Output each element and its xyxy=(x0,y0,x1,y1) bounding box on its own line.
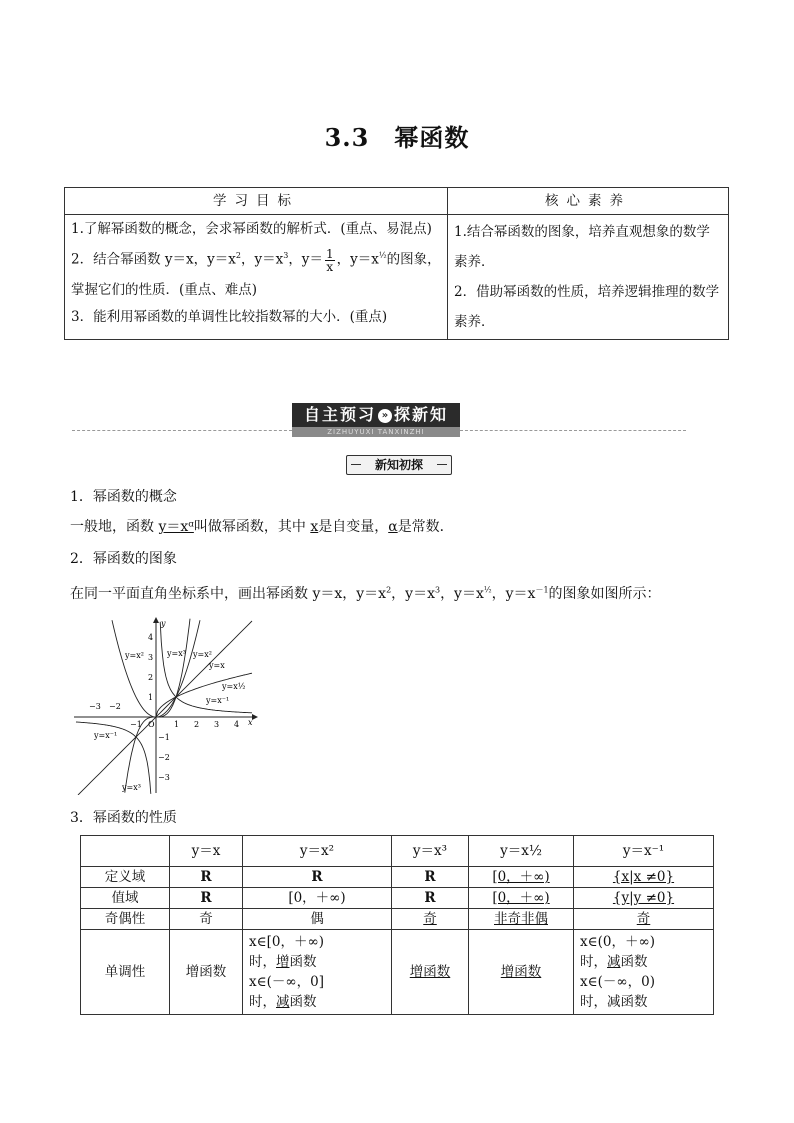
tick-label: −1 xyxy=(158,733,170,742)
tick-label: 4 xyxy=(148,633,154,642)
row-label: 奇偶性 xyxy=(81,909,170,930)
row-label: 单调性 xyxy=(81,930,170,1015)
table-row-monotonicity xyxy=(81,930,714,1015)
tick-label: −2 xyxy=(109,702,121,711)
divider-left xyxy=(72,430,292,431)
table-cell: 偶 xyxy=(243,909,392,930)
table-cell: {x|x ≠0} xyxy=(574,867,714,888)
literacy-1: 1.结合幂函数的图象，培养直观想象的数学素养． xyxy=(454,224,710,270)
table-cell: {y|y ≠0} xyxy=(574,888,714,909)
literacy-2: 2．借助幂函数的性质，培养逻辑推理的数学素养． xyxy=(454,284,720,330)
header-cell: y＝x² xyxy=(243,836,392,867)
table-row-parity xyxy=(81,909,714,930)
row-label: 定义域 xyxy=(81,867,170,888)
table-cell: 奇 xyxy=(392,909,469,930)
tick-label: −3 xyxy=(89,702,101,711)
goal-2: 2．结合幂函数 y＝x，$y=x^2$，$y=x^3$，y＝ $\frac{1}{x}$ ，$y=x^{\frac{1}{2}}$的图象，掌握它们的性质．(重点、难点) xyxy=(71,246,441,298)
y-axis-label: y xyxy=(161,619,166,628)
page-title: 3.3 幂函数 xyxy=(324,123,470,152)
table-cell: x∈(0，＋∞) 时，减函数 x∈(－∞，0) 时，减函数 xyxy=(574,930,714,1015)
goals-cell xyxy=(65,215,448,340)
curve-y-x xyxy=(78,621,252,795)
table-header-row xyxy=(81,836,714,867)
section-banner: 自主预习 » 探新知 xyxy=(292,403,460,427)
x-axis-label: x xyxy=(248,718,253,727)
header-cell: y＝x⁻¹ xyxy=(574,836,714,867)
tick-label: −1 xyxy=(130,720,142,729)
literacy-cell xyxy=(448,215,729,340)
tick-label: 2 xyxy=(148,673,154,682)
tick-label: −3 xyxy=(158,773,170,782)
section-3-heading: 3．幂函数的性质 xyxy=(70,810,177,826)
label-yx2-left: y=x² xyxy=(125,651,144,660)
learning-goals-table xyxy=(64,187,729,340)
table-cell: R xyxy=(392,867,469,888)
table-row-domain xyxy=(81,867,714,888)
header-cell: y＝x xyxy=(170,836,243,867)
tick-label: O xyxy=(148,720,155,729)
power-function-graph xyxy=(72,617,260,795)
label-yxm1-left: y=x⁻¹ xyxy=(94,731,118,740)
section-2-heading: 2．幂函数的图象 xyxy=(70,551,177,567)
divider-right xyxy=(460,430,686,431)
curve-y-xhalf xyxy=(156,673,252,717)
table-cell: x∈[0，＋∞) 时，增函数 x∈(－∞，0] 时，减函数 xyxy=(243,930,392,1015)
table-cell: R xyxy=(392,888,469,909)
section-tag: 新知初探 xyxy=(346,455,452,475)
banner-subtitle: ZIZHUYUXI TANXINZHI xyxy=(292,427,460,437)
section-1-text: 一般地，函数 y＝xᵅ叫做幂函数，其中 x是自变量，α是常数． xyxy=(70,519,454,535)
goals-header: 学习目标 xyxy=(65,188,448,215)
chevron-right-icon: » xyxy=(378,409,392,423)
goal-3: 3．能利用幂函数的单调性比较指数幂的大小．(重点) xyxy=(71,308,388,325)
header-cell xyxy=(81,836,170,867)
label-yxhalf: y=x½ xyxy=(222,682,246,691)
y-axis-arrow xyxy=(153,617,159,623)
section-2-text: 在同一平面直角坐标系中，画出幂函数 y＝x，$y=x^2$，$y=x^3$，$y=x^{\frac{1}{2}}$，$y=x^{-1}$的图象如图所示： xyxy=(70,585,661,602)
label-yxm1-right: y=x⁻¹ xyxy=(206,696,230,705)
core-literacy-header: 核心素养 xyxy=(448,188,729,215)
table-cell: 增函数 xyxy=(469,930,574,1015)
table-row-range xyxy=(81,888,714,909)
label-yx2-right: y=x² xyxy=(193,650,212,659)
table-cell: [0，＋∞) xyxy=(469,867,574,888)
tick-label: 1 xyxy=(148,693,154,702)
fraction-1-over-x: $\frac{1}{x}$ xyxy=(325,246,334,274)
table-cell: R xyxy=(170,867,243,888)
label-yx3-bottom: y=x³ xyxy=(122,783,141,792)
tick-label: 3 xyxy=(148,653,154,662)
tick-label: 3 xyxy=(214,720,220,729)
tick-label: 4 xyxy=(234,720,240,729)
table-cell: R xyxy=(170,888,243,909)
table-cell: 非奇非偶 xyxy=(469,909,574,930)
header-cell: y＝x½ xyxy=(469,836,574,867)
tick-label: −2 xyxy=(158,753,170,762)
table-cell: 奇 xyxy=(574,909,714,930)
table-cell: 增函数 xyxy=(392,930,469,1015)
goal-1: 1.了解幂函数的概念，会求幂函数的解析式．(重点、易混点) xyxy=(71,221,432,237)
x-axis-arrow xyxy=(252,714,258,720)
table-cell: 增函数 xyxy=(170,930,243,1015)
section-1-heading: 1．幂函数的概念 xyxy=(70,489,177,505)
tick-label: 1 xyxy=(174,720,180,729)
label-yx3: y=x³ xyxy=(167,649,186,658)
table-cell: R xyxy=(243,867,392,888)
table-cell: [0，＋∞) xyxy=(243,888,392,909)
table-cell: [0，＋∞) xyxy=(469,888,574,909)
label-yx: y=x xyxy=(209,661,225,670)
curve-y-x3 xyxy=(125,619,190,793)
row-label: 值域 xyxy=(81,888,170,909)
tick-label: 2 xyxy=(194,720,200,729)
properties-table xyxy=(80,835,714,1015)
header-cell: y＝x³ xyxy=(392,836,469,867)
table-cell: 奇 xyxy=(170,909,243,930)
